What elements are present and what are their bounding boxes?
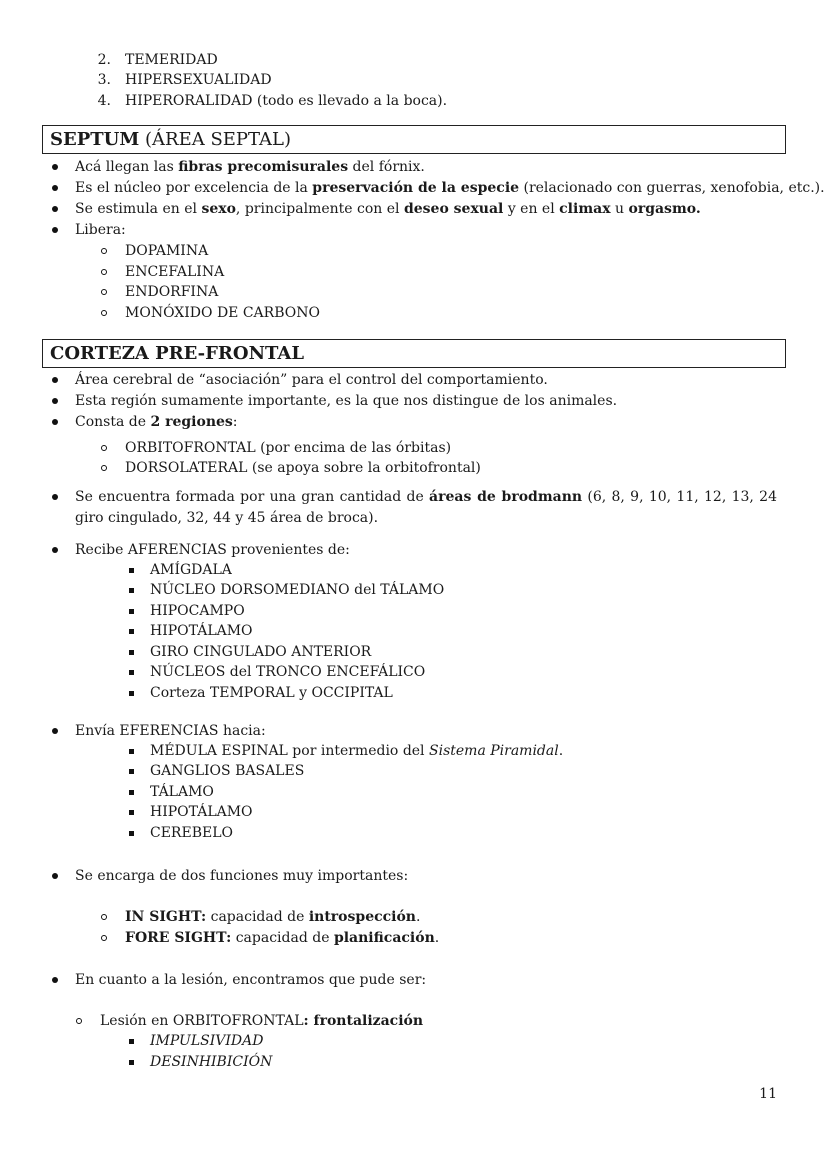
bullet-icon: [52, 494, 58, 500]
list-item: Es el núcleo por excelencia de la preservación de la especie (relacionado con guerras, xenofobia, etc.).: [75, 180, 825, 196]
square-bullet-icon: [129, 749, 134, 754]
square-bullet-icon: [129, 790, 134, 795]
square-bullet-icon: [129, 691, 134, 696]
list-item: Corteza TEMPORAL y OCCIPITAL: [150, 685, 393, 701]
list-item: Esta región sumamente importante, es la que nos distingue de los animales.: [75, 393, 618, 409]
square-bullet-icon: [129, 609, 134, 614]
circle-bullet-icon: [101, 445, 107, 451]
list-item: IN SIGHT: capacidad de introspección.: [125, 909, 421, 925]
bullet-icon: [52, 419, 58, 425]
list-number: 3.: [97, 72, 111, 88]
list-item: GANGLIOS BASALES: [150, 763, 305, 779]
square-bullet-icon: [129, 568, 134, 573]
list-item: HIPOTÁLAMO: [150, 623, 253, 639]
list-item: Área cerebral de “asociación” para el control del comportamiento.: [75, 372, 548, 388]
list-item: Acá llegan las fibras precomisurales del fórnix.: [75, 159, 425, 175]
list-item: Libera:: [75, 222, 126, 238]
list-item-paragraph: Se encuentra formada por una gran cantidad de áreas de brodmann (6, 8, 9, 10, 11, 12, 13, 24 giro cingulado, 32, 44 y 45 área de broca).: [75, 489, 777, 526]
bullet-icon: [52, 977, 58, 983]
list-item: ENCEFALINA: [125, 264, 225, 280]
list-item: NÚCLEOS del TRONCO ENCEFÁLICO: [150, 664, 426, 680]
section-heading-septum: SEPTUM (ÁREA SEPTAL): [42, 125, 786, 154]
circle-bullet-icon: [101, 310, 107, 316]
list-number: 4.: [97, 93, 111, 109]
square-bullet-icon: [129, 588, 134, 593]
list-item: HIPERORALIDAD (todo es llevado a la boca).: [125, 93, 448, 109]
list-item: GIRO CINGULADO ANTERIOR: [150, 644, 372, 660]
list-item: CEREBELO: [150, 825, 233, 841]
list-item: Se encarga de dos funciones muy importantes:: [75, 868, 409, 884]
circle-bullet-icon: [101, 935, 107, 941]
circle-bullet-icon: [101, 465, 107, 471]
square-bullet-icon: [129, 769, 134, 774]
list-item: MÉDULA ESPINAL por intermedio del Sistema Piramidal.: [150, 743, 564, 759]
bullet-icon: [52, 164, 58, 170]
list-item: HIPOTÁLAMO: [150, 804, 253, 820]
bullet-icon: [52, 185, 58, 191]
list-item: HIPERSEXUALIDAD: [125, 72, 272, 88]
bullet-icon: [52, 398, 58, 404]
list-item: Se estimula en el sexo, principalmente con el deseo sexual y en el climax u orgasmo.: [75, 201, 701, 217]
circle-bullet-icon: [101, 289, 107, 295]
square-bullet-icon: [129, 650, 134, 655]
list-item: TÁLAMO: [150, 784, 214, 800]
circle-bullet-icon: [101, 248, 107, 254]
list-item: HIPOCAMPO: [150, 603, 245, 619]
square-bullet-icon: [129, 1039, 134, 1044]
list-item: Lesión en ORBITOFRONTAL: frontalización: [100, 1013, 424, 1029]
square-bullet-icon: [129, 810, 134, 815]
list-item: DESINHIBICIÓN: [150, 1054, 273, 1070]
list-item: Envía EFERENCIAS hacia:: [75, 723, 266, 739]
page-number: 11: [759, 1086, 777, 1102]
list-item: IMPULSIVIDAD: [150, 1033, 264, 1049]
list-item: NÚCLEO DORSOMEDIANO del TÁLAMO: [150, 582, 445, 598]
list-item: DORSOLATERAL (se apoya sobre la orbitofrontal): [125, 460, 481, 476]
list-item: Recibe AFERENCIAS provenientes de:: [75, 542, 350, 558]
bullet-icon: [52, 547, 58, 553]
square-bullet-icon: [129, 670, 134, 675]
section-heading-corteza: CORTEZA PRE-FRONTAL: [42, 339, 786, 368]
bullet-icon: [52, 873, 58, 879]
list-item: ENDORFINA: [125, 284, 219, 300]
list-number: 2.: [97, 52, 111, 68]
bullet-icon: [52, 206, 58, 212]
list-item: ORBITOFRONTAL (por encima de las órbitas): [125, 440, 452, 456]
bullet-icon: [52, 728, 58, 734]
square-bullet-icon: [129, 629, 134, 634]
list-item: En cuanto a la lesión, encontramos que pude ser:: [75, 972, 427, 988]
square-bullet-icon: [129, 831, 134, 836]
list-item: FORE SIGHT: capacidad de planificación.: [125, 930, 440, 946]
list-item: Consta de 2 regiones:: [75, 414, 238, 430]
list-item: AMÍGDALA: [150, 562, 232, 578]
square-bullet-icon: [129, 1060, 134, 1065]
bullet-icon: [52, 377, 58, 383]
list-item: DOPAMINA: [125, 243, 209, 259]
circle-bullet-icon: [101, 269, 107, 275]
circle-bullet-icon: [76, 1018, 82, 1024]
list-item: MONÓXIDO DE CARBONO: [125, 305, 320, 321]
circle-bullet-icon: [101, 914, 107, 920]
list-item: TEMERIDAD: [125, 52, 218, 68]
bullet-icon: [52, 227, 58, 233]
